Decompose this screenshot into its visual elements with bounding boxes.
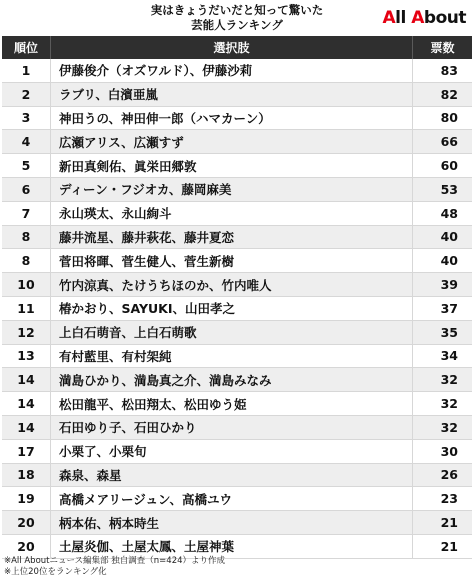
rank-cell: 12 bbox=[17, 324, 35, 340]
rank-cell: 8 bbox=[21, 229, 31, 245]
ranking-table bbox=[2, 36, 472, 559]
table-row bbox=[2, 487, 472, 511]
votes-cell: 30 bbox=[412, 440, 472, 463]
table-row bbox=[2, 130, 472, 154]
choice-cell: 土屋炎伽、土屋太鳳、土屋神葉 bbox=[50, 535, 412, 558]
table-row bbox=[2, 464, 472, 488]
table-row bbox=[2, 297, 472, 321]
choice-cell: 松田龍平、松田翔太、松田ゆう姫 bbox=[50, 392, 412, 415]
table-header bbox=[2, 36, 472, 59]
rank-cell: 19 bbox=[17, 491, 35, 507]
rank-cell: 18 bbox=[17, 467, 35, 483]
table-row bbox=[2, 154, 472, 178]
rank-cell: 14 bbox=[17, 396, 35, 412]
rank-cell: 2 bbox=[21, 86, 31, 102]
rank-cell: 20 bbox=[17, 538, 35, 554]
choice-cell: 満島ひかり、満島真之介、満島みなみ bbox=[50, 368, 412, 391]
rank-cell: 14 bbox=[17, 372, 35, 388]
votes-cell: 40 bbox=[412, 249, 472, 272]
choice-cell: ラブリ、白濱亜嵐 bbox=[50, 83, 412, 106]
choice-cell: 上白石萌音、上白石萌歌 bbox=[50, 321, 412, 344]
table-row bbox=[2, 178, 472, 202]
votes-cell: 32 bbox=[412, 392, 472, 415]
votes-cell: 34 bbox=[412, 345, 472, 368]
choice-cell: 神田うの、神田伸一郎（ハマカーン） bbox=[50, 107, 412, 130]
table-row bbox=[2, 392, 472, 416]
table-row bbox=[2, 345, 472, 369]
votes-cell: 66 bbox=[412, 130, 472, 153]
table-row bbox=[2, 83, 472, 107]
rank-cell: 1 bbox=[21, 62, 31, 78]
rank-cell: 5 bbox=[21, 158, 31, 174]
table-row bbox=[2, 511, 472, 535]
page-title: 実はきょうだいだと知って驚いた bbox=[150, 3, 324, 17]
table-row bbox=[2, 202, 472, 226]
votes-cell: 23 bbox=[412, 487, 472, 510]
column-header-choice-label: 選択肢 bbox=[213, 41, 250, 55]
rank-cell: 20 bbox=[17, 515, 35, 531]
table-row bbox=[2, 273, 472, 297]
votes-cell: 21 bbox=[412, 511, 472, 534]
footnotes bbox=[4, 556, 470, 578]
table-row bbox=[2, 440, 472, 464]
rank-cell: 17 bbox=[17, 443, 35, 459]
votes-cell: 39 bbox=[412, 273, 472, 296]
column-header-votes bbox=[412, 36, 472, 59]
votes-cell: 35 bbox=[412, 321, 472, 344]
table-row bbox=[2, 107, 472, 131]
choice-cell: 竹内涼真、たけうちほのか、竹内唯人 bbox=[50, 273, 412, 296]
votes-cell: 40 bbox=[412, 226, 472, 249]
column-header-rank: 順位 bbox=[13, 41, 38, 55]
votes-cell: 26 bbox=[412, 464, 472, 487]
choice-cell: 広瀬アリス、広瀬すず bbox=[50, 130, 412, 153]
votes-cell: 21 bbox=[412, 535, 472, 558]
footnote-source: ※All Aboutニュース編集部 独自調査（n=424）より作成 bbox=[4, 556, 226, 566]
votes-cell: 80 bbox=[412, 107, 472, 130]
choice-cell: ディーン・フジオカ、藤岡麻美 bbox=[50, 178, 412, 201]
logo-text: All About bbox=[382, 8, 466, 28]
votes-cell: 37 bbox=[412, 297, 472, 320]
rank-cell: 6 bbox=[21, 181, 31, 197]
choice-cell: 永山瑛太、永山絢斗 bbox=[50, 202, 412, 225]
choice-cell: 小栗了、小栗旬 bbox=[50, 440, 412, 463]
votes-cell: 48 bbox=[412, 202, 472, 225]
votes-cell: 32 bbox=[412, 416, 472, 439]
choice-cell: 藤井流星、藤井萩花、藤井夏恋 bbox=[50, 226, 412, 249]
choice-cell: 新田真剣佑、眞栄田郷敦 bbox=[50, 154, 412, 177]
footnote-scope: ※上位20位をランキング化 bbox=[4, 567, 107, 577]
votes-cell: 53 bbox=[412, 178, 472, 201]
table-body bbox=[2, 59, 472, 559]
column-header-choice bbox=[50, 36, 412, 59]
votes-cell: 82 bbox=[412, 83, 472, 106]
choice-cell: 伊藤俊介（オズワルド）、伊藤沙莉 bbox=[50, 59, 412, 82]
choice-cell: 柄本佑、柄本時生 bbox=[50, 511, 412, 534]
rank-cell: 13 bbox=[17, 348, 35, 364]
table-row bbox=[2, 59, 472, 83]
choice-cell: 椿かおり、SAYUKI、山田孝之 bbox=[50, 297, 412, 320]
votes-cell: 83 bbox=[412, 59, 472, 82]
rank-cell: 14 bbox=[17, 419, 35, 435]
rank-cell: 8 bbox=[21, 253, 31, 269]
column-header-votes-label: 票数 bbox=[430, 41, 455, 55]
choice-cell: 有村藍里、有村架純 bbox=[50, 345, 412, 368]
choice-cell: 森泉、森星 bbox=[50, 464, 412, 487]
table-row bbox=[2, 416, 472, 440]
allabout-logo bbox=[382, 7, 466, 29]
votes-cell: 32 bbox=[412, 368, 472, 391]
rank-cell: 7 bbox=[21, 205, 31, 221]
choice-cell: 菅田将暉、菅生健人、菅生新樹 bbox=[50, 249, 412, 272]
choice-cell: 高橋メアリージュン、高橋ユウ bbox=[50, 487, 412, 510]
rank-cell: 3 bbox=[21, 110, 31, 126]
votes-cell: 60 bbox=[412, 154, 472, 177]
choice-cell: 石田ゆり子、石田ひかり bbox=[50, 416, 412, 439]
table-row bbox=[2, 368, 472, 392]
header bbox=[0, 0, 474, 36]
page-subtitle: 芸能人ランキング bbox=[191, 18, 283, 32]
rank-cell: 4 bbox=[21, 134, 31, 150]
table-row bbox=[2, 226, 472, 250]
table-row bbox=[2, 321, 472, 345]
rank-cell: 11 bbox=[17, 300, 35, 316]
rank-cell: 10 bbox=[17, 277, 35, 293]
table-row bbox=[2, 249, 472, 273]
